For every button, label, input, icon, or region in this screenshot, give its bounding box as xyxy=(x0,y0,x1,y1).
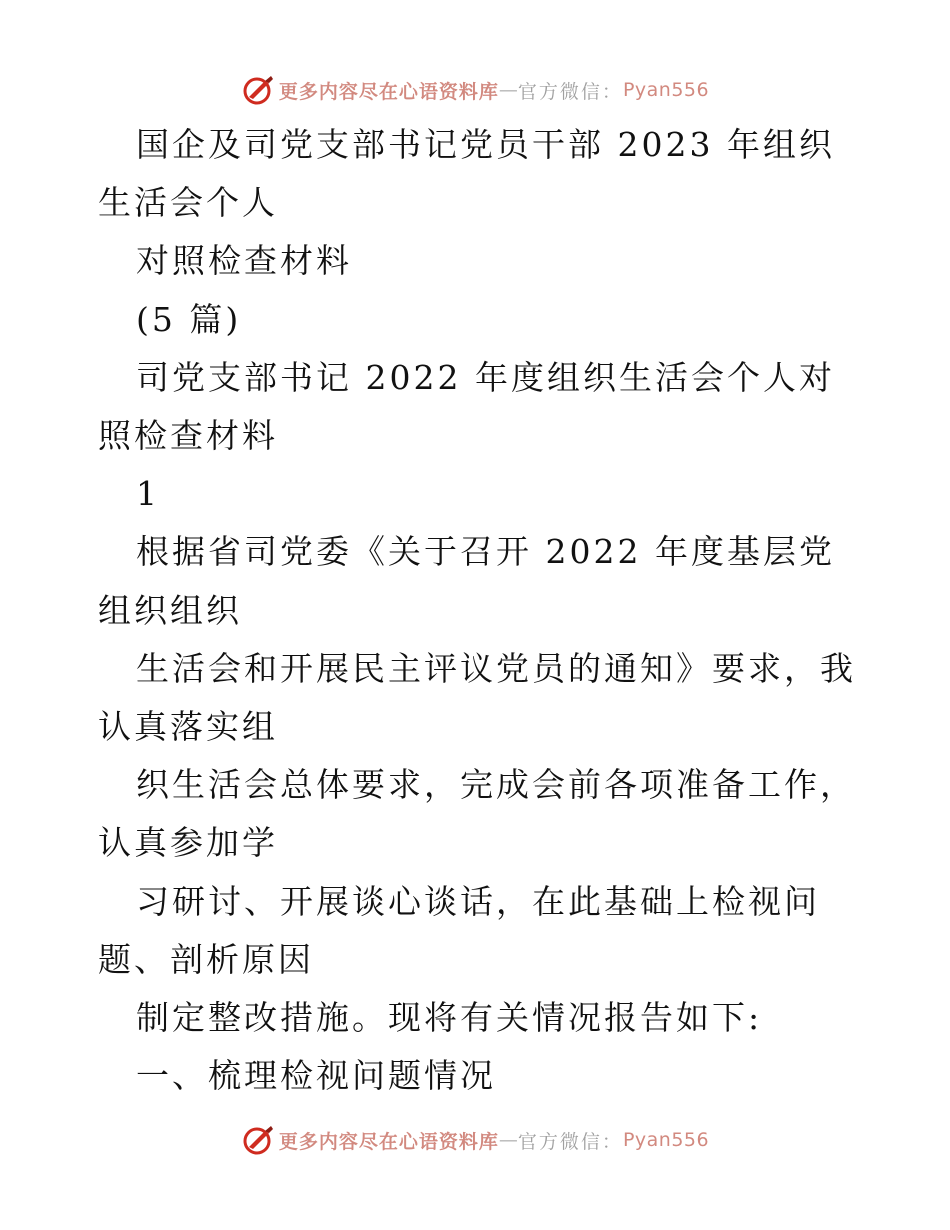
body-paragraph: 制定整改措施。现将有关情况报告如下: xyxy=(136,998,763,1038)
watermark-separator: — xyxy=(498,79,518,101)
header-watermark xyxy=(0,70,950,110)
section-number: 1 xyxy=(136,474,160,514)
body-paragraph: 织生活会总体要求，完成会前各项准备工作，认真参加学 xyxy=(98,765,856,863)
body-paragraph: 生活会和开展民主评议党员的通知》要求，我认真落实组 xyxy=(98,648,856,747)
watermark-label: 官方微信： xyxy=(517,80,623,103)
article-count: (5 篇) xyxy=(136,299,242,339)
watermark-label: 官方微信： xyxy=(517,1130,623,1153)
logo-icon xyxy=(241,73,275,107)
document-body xyxy=(98,116,856,1105)
logo-icon xyxy=(241,1123,275,1157)
body-paragraph: 根据省司党委《关于召开 2022 年度基层党组织组织 xyxy=(98,532,835,630)
document-subtitle: 对照检查材料 xyxy=(136,241,352,281)
watermark-id: Pyan556 xyxy=(622,79,710,101)
watermark-separator: — xyxy=(498,1129,518,1151)
watermark-brand: 更多内容尽在心语资料库 xyxy=(278,80,499,103)
footer-watermark xyxy=(0,1120,950,1160)
section-heading: 一、梳理检视问题情况 xyxy=(136,1056,496,1096)
document-title: 国企及司党支部书记党员干部 2023 年组织生活会个人 xyxy=(98,125,835,223)
body-paragraph: 习研讨、开展谈心谈话，在此基础上检视问题、剖析原因 xyxy=(98,881,820,979)
watermark-brand: 更多内容尽在心语资料库 xyxy=(278,1130,499,1153)
watermark-id: Pyan556 xyxy=(622,1129,710,1151)
section-title: 司党支部书记 2022 年度组织生活会个人对照检查材料 xyxy=(98,357,835,456)
